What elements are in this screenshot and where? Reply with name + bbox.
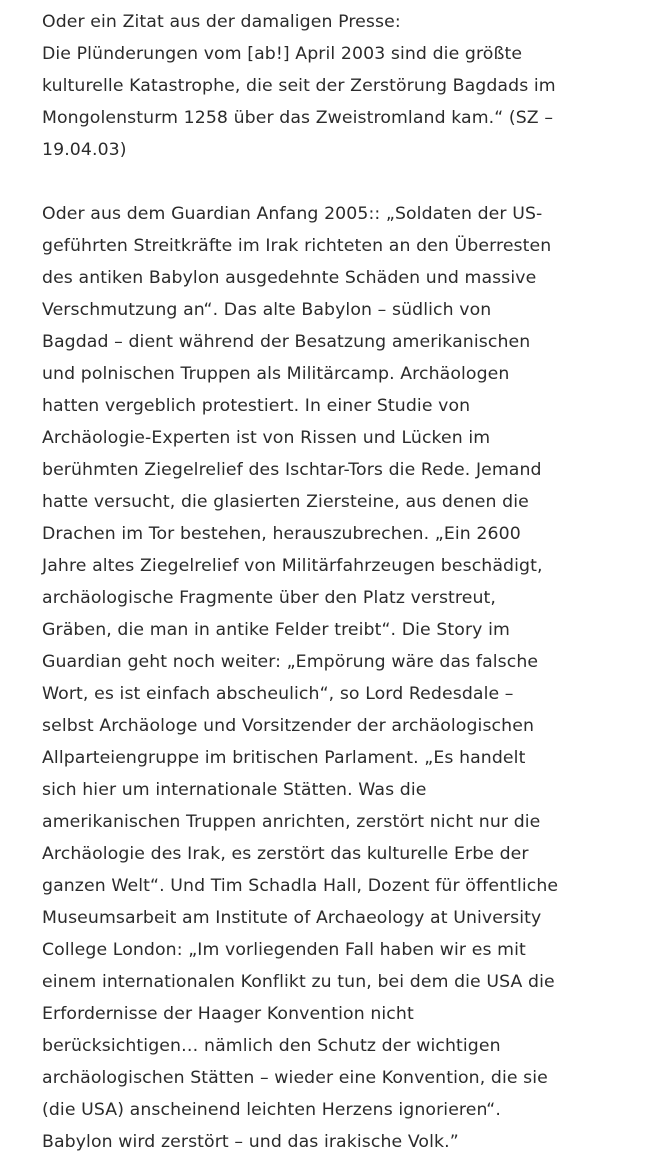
- text-line: archäologische Fragmente über den Platz verstreut,: [42, 588, 496, 608]
- text-line: Erfordernisse der Haager Konvention nicht: [42, 1004, 414, 1024]
- text-line: Guardian geht noch weiter: „Empörung wäre das falsche: [42, 652, 539, 672]
- text-line: Allparteiengruppe im britischen Parlament. „Es handelt: [42, 748, 526, 768]
- text-line: Babylon wird zerstört – und das irakische Volk.”: [42, 1132, 459, 1152]
- text-line: Drachen im Tor bestehen, herauszubrechen. „Ein 2600: [42, 524, 521, 544]
- article-body: [42, 0, 617, 1158]
- paragraph-press-quote: [42, 0, 617, 166]
- text-line: geführten Streitkräfte im Irak richteten an den Überresten: [42, 236, 552, 256]
- text-line: sich hier um internationale Stätten. Was die: [42, 780, 427, 800]
- text-line: archäologischen Stätten – wieder eine Konvention, die sie: [42, 1068, 548, 1088]
- text-line: Oder aus dem Guardian Anfang 2005:: „Soldaten der US-: [42, 204, 543, 224]
- text-line: Wort, es ist einfach abscheulich“, so Lord Redesdale –: [42, 684, 514, 704]
- text-line: kulturelle Katastrophe, die seit der Zerstörung Bagdads im: [42, 76, 556, 96]
- text-line: hatte versucht, die glasierten Ziersteine, aus denen die: [42, 492, 529, 512]
- text-line: Archäologie des Irak, es zerstört das kulturelle Erbe der: [42, 844, 529, 864]
- text-line: Gräben, die man in antike Felder treibt“. Die Story im: [42, 620, 510, 640]
- text-line: Mongolensturm 1258 über das Zweistromland kam.“ (SZ –: [42, 108, 554, 128]
- text-line: hatten vergeblich protestiert. In einer Studie von: [42, 396, 471, 416]
- text-line: berücksichtigen… nämlich den Schutz der wichtigen: [42, 1036, 501, 1056]
- text-line: Jahre altes Ziegelrelief von Militärfahrzeugen beschädigt,: [42, 556, 543, 576]
- text-line: Archäologie-Experten ist von Rissen und Lücken im: [42, 428, 491, 448]
- text-line: Verschmutzung an“. Das alte Babylon – südlich von: [42, 300, 492, 320]
- text-line: des antiken Babylon ausgedehnte Schäden und massive: [42, 268, 537, 288]
- text-line: Die Plünderungen vom [ab!] April 2003 sind die größte: [42, 44, 523, 64]
- text-line: einem internationalen Konflikt zu tun, bei dem die USA die: [42, 972, 555, 992]
- text-line: Oder ein Zitat aus der damaligen Presse:: [42, 12, 401, 32]
- text-line: College London: „Im vorliegenden Fall haben wir es mit: [42, 940, 526, 960]
- text-line: ganzen Welt“. Und Tim Schadla Hall, Dozent für öffentliche: [42, 876, 559, 896]
- text-line: 19.04.03): [42, 140, 127, 160]
- paragraph-guardian-quote: [42, 198, 617, 1158]
- text-line: (die USA) anscheinend leichten Herzens ignorieren“.: [42, 1100, 501, 1120]
- text-line: und polnischen Truppen als Militärcamp. Archäologen: [42, 364, 510, 384]
- text-line: Museumsarbeit am Institute of Archaeology at University: [42, 908, 542, 928]
- text-line: Bagdad – dient während der Besatzung amerikanischen: [42, 332, 531, 352]
- text-line: berühmten Ziegelrelief des Ischtar-Tors die Rede. Jemand: [42, 460, 542, 480]
- text-line: amerikanischen Truppen anrichten, zerstört nicht nur die: [42, 812, 541, 832]
- text-line: selbst Archäologe und Vorsitzender der archäologischen: [42, 716, 534, 736]
